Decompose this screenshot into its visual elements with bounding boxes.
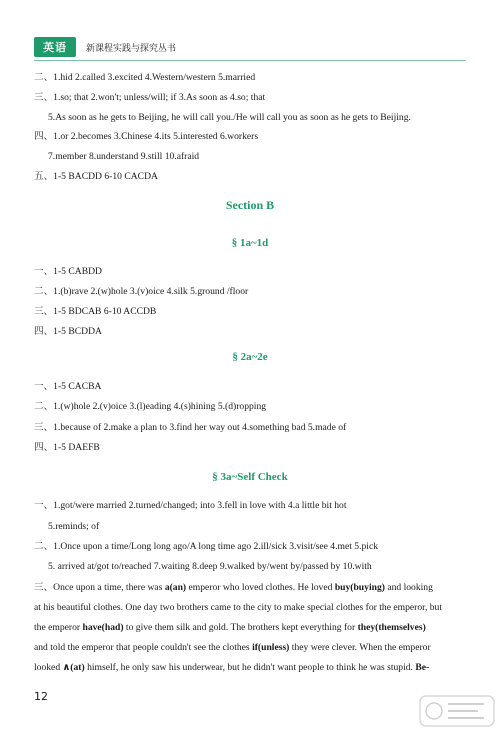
- answer-line: 一、1-5 CABDD: [34, 266, 102, 277]
- answer-line: 三、1.so; that 2.won't; unless/will; if 3.As soon as 4.so; that: [34, 92, 266, 103]
- correction: Be-: [415, 662, 430, 673]
- passage-text: they were clever. When the emperor: [289, 642, 431, 653]
- passage-text: himself, he only saw his underwear, but he didn't want people to think he was stupid.: [84, 662, 416, 673]
- answer-line: 5.reminds; of: [48, 521, 100, 532]
- section-title: Section B: [225, 198, 275, 212]
- answer-line: 五、1-5 BACDD 6-10 CACDA: [34, 171, 158, 182]
- subject-tab: 英语: [34, 37, 76, 57]
- correction: they(themselves): [357, 622, 426, 633]
- passage-text: the emperor: [34, 622, 83, 633]
- answer-line: 7.member 8.understand 9.still 10.afraid: [48, 151, 200, 162]
- answer-line: 二、1.Once upon a time/Long long ago/A long time ago 2.ill/sick 3.visit/see 4.met 5.pick: [34, 541, 378, 552]
- passage-line: [34, 582, 433, 594]
- page-header: [34, 38, 176, 56]
- page-number: 12: [34, 690, 48, 703]
- answer-line: 二、1.(w)hole 2.(v)oice 3.(l)eading 4.(s)hining 5.(d)ropping: [34, 401, 267, 412]
- answer-line: 四、1-5 BCDDA: [34, 326, 102, 337]
- header-rule: [34, 60, 466, 61]
- subsection-title-2a: § 2a~2e: [232, 351, 268, 363]
- answer-line: 二、1.hid 2.called 3.excited 4.Western/western 5.married: [34, 72, 256, 83]
- answer-line: 5. arrived at/got to/reached 7.waiting 8.deep 9.walked by/went by/passed by 10.with: [48, 561, 372, 572]
- answer-line: 四、1.or 2.becomes 3.Chinese 4.its 5.interested 6.workers: [34, 131, 259, 142]
- answer-line: 一、1-5 CACBA: [34, 381, 102, 392]
- passage-line: [34, 642, 431, 654]
- passage-text: to give them silk and gold. The brothers kept everything for: [123, 622, 358, 633]
- answer-line: 二、1.(b)rave 2.(w)hole 3.(v)oice 4.silk 5.ground /floor: [34, 286, 249, 297]
- passage-line: [34, 602, 442, 614]
- correction: a(an): [164, 582, 187, 593]
- passage-text: at his beautiful clothes. One day two brothers came to the city to make special clothes for the emperor, but: [34, 602, 443, 613]
- watermark-logo-icon: [418, 692, 496, 730]
- passage-text: emperor who loved clothes. He loved: [186, 582, 335, 593]
- answer-line: 5.As soon as he gets to Beijing, he will call you./He will call you as soon as he gets to Beijing.: [48, 112, 411, 123]
- correction: have(had): [82, 622, 124, 633]
- passage-text: 三、Once upon a time, there was: [34, 582, 165, 593]
- correction: ∧(at): [62, 662, 85, 673]
- passage-text: looked: [34, 662, 63, 673]
- passage-text: and looking: [384, 582, 433, 593]
- answer-line: 三、1-5 BDCAB 6-10 ACCDB: [34, 306, 157, 317]
- subsection-title-3a: § 3a~Self Check: [212, 471, 288, 483]
- correction: buy(buying): [334, 582, 385, 593]
- passage-line: [34, 662, 429, 674]
- answer-line: 一、1.got/were married 2.turned/changed; into 3.fell in love with 4.a little bit hot: [34, 500, 347, 511]
- answer-line: 三、1.because of 2.make a plan to 3.find her way out 4.something bad 5.made of: [34, 422, 347, 433]
- subsection-title-1a: § 1a~1d: [231, 237, 269, 249]
- series-title: 新课程实践与探究丛书: [86, 43, 177, 54]
- correction: if(unless): [252, 642, 290, 653]
- answer-line: 四、1-5 DAEFB: [34, 442, 100, 453]
- passage-line: [34, 622, 426, 634]
- passage-text: and told the emperor that people couldn't see the clothes: [34, 642, 253, 653]
